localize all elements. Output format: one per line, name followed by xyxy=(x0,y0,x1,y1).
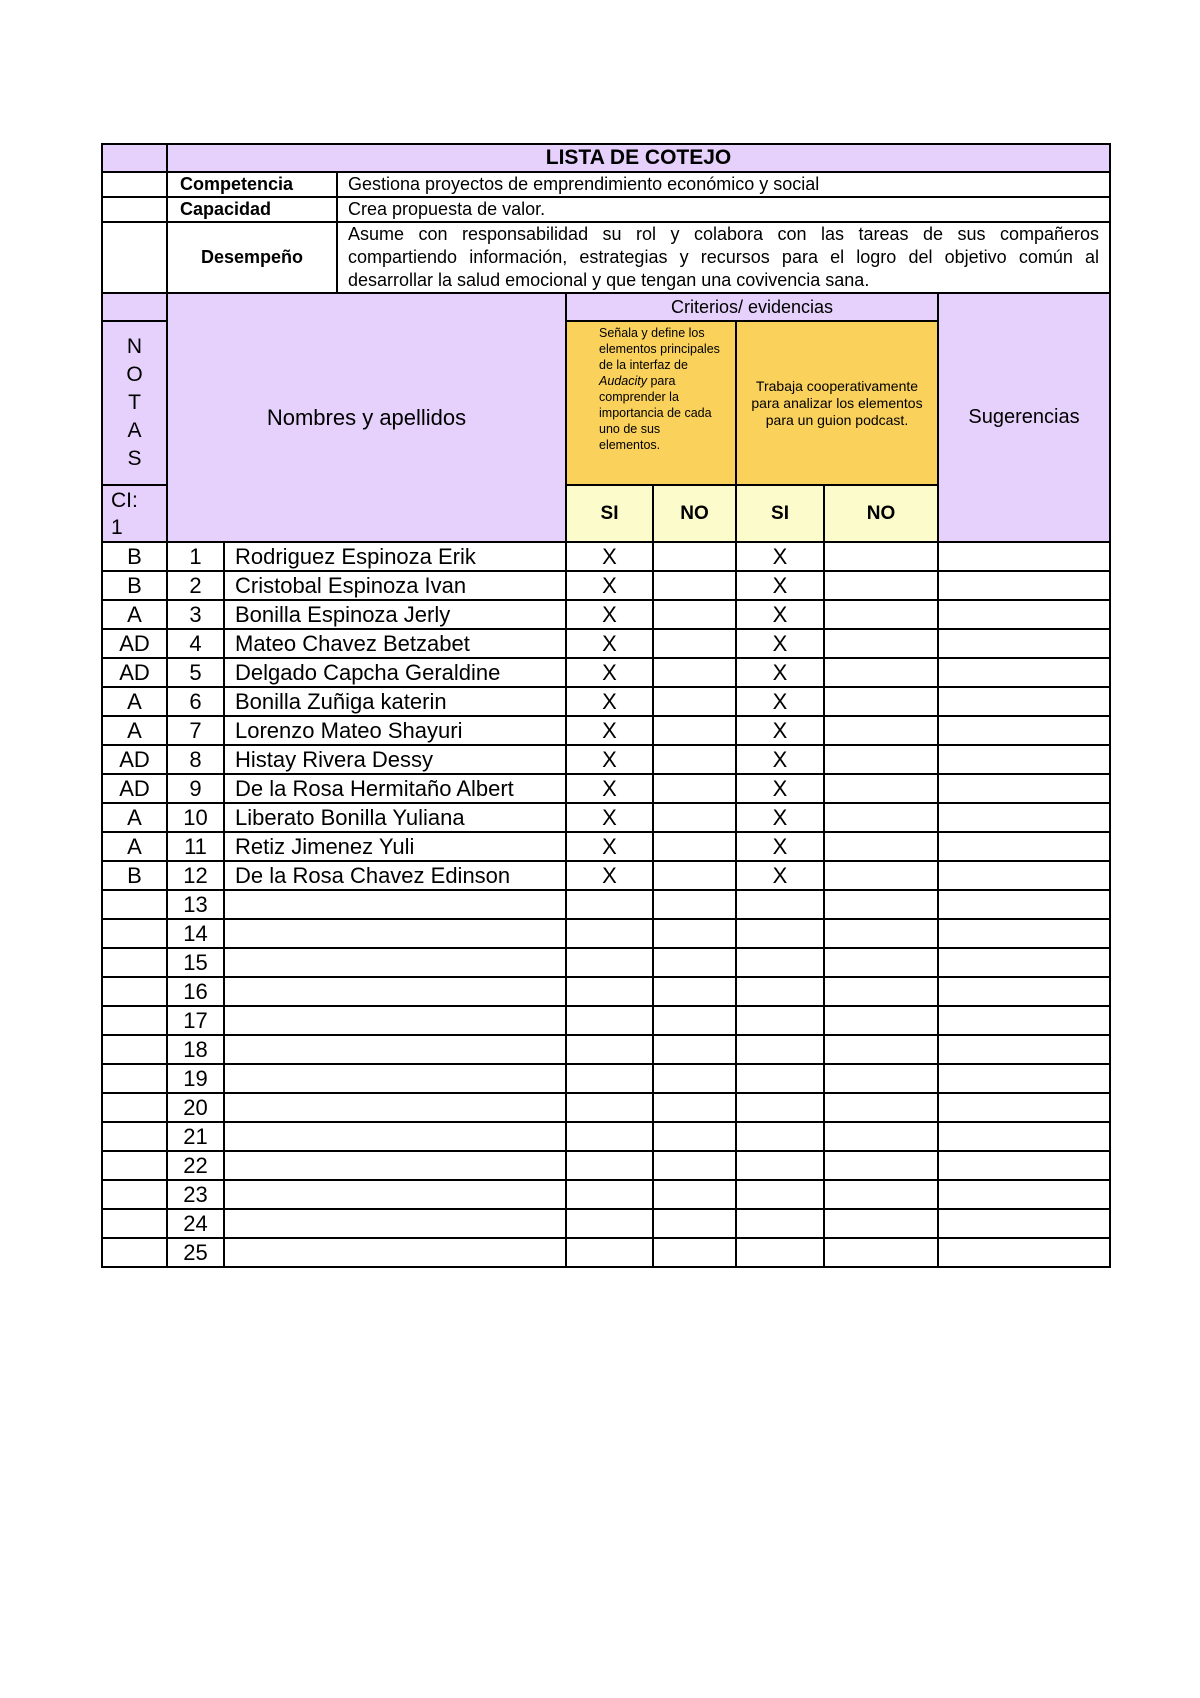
notas-letter: S xyxy=(127,447,142,470)
row-number: 17 xyxy=(167,1006,224,1035)
student-row xyxy=(102,919,1110,948)
grade-cell: AD xyxy=(102,745,167,774)
c1-si-cell xyxy=(566,1093,653,1122)
row-number: 21 xyxy=(167,1122,224,1151)
c1-no-cell xyxy=(653,600,736,629)
student-name xyxy=(224,1151,566,1180)
grade-cell xyxy=(102,948,167,977)
row-number: 8 xyxy=(167,745,224,774)
c2-no-cell xyxy=(824,861,938,890)
c1-no-cell xyxy=(653,658,736,687)
c2-si-cell xyxy=(736,890,824,919)
c1-si-cell: X xyxy=(566,803,653,832)
c2-no-cell xyxy=(824,1209,938,1238)
student-name: Bonilla Espinoza Jerly xyxy=(224,600,566,629)
c1-no-cell xyxy=(653,948,736,977)
student-row xyxy=(102,658,1110,687)
student-row xyxy=(102,1064,1110,1093)
student-name: Cristobal Espinoza Ivan xyxy=(224,571,566,600)
sugerencia-cell xyxy=(938,629,1110,658)
sugerencia-cell xyxy=(938,948,1110,977)
notas-letter: N xyxy=(126,335,143,358)
row-number: 22 xyxy=(167,1151,224,1180)
student-row xyxy=(102,948,1110,977)
c2-no-cell xyxy=(824,1151,938,1180)
c1-no-cell xyxy=(653,977,736,1006)
sugerencia-cell xyxy=(938,658,1110,687)
c2-si-cell xyxy=(736,1006,824,1035)
sugerencia-cell xyxy=(938,1006,1110,1035)
c1-no-cell xyxy=(653,890,736,919)
student-name xyxy=(224,1209,566,1238)
c1-si-cell: X xyxy=(566,542,653,571)
c2-no-cell xyxy=(824,832,938,861)
c1-si-cell: X xyxy=(566,716,653,745)
grade-cell: A xyxy=(102,832,167,861)
c1-si-cell: X xyxy=(566,832,653,861)
student-name: Retiz Jimenez Yuli xyxy=(224,832,566,861)
capacidad-value: Crea propuesta de valor. xyxy=(337,197,1110,222)
row-number: 5 xyxy=(167,658,224,687)
c1-si-cell xyxy=(566,1064,653,1093)
sugerencia-cell xyxy=(938,803,1110,832)
grade-cell xyxy=(102,1122,167,1151)
student-name xyxy=(224,1035,566,1064)
c1-no-cell xyxy=(653,1006,736,1035)
c2-no-cell xyxy=(824,571,938,600)
c2-si-cell xyxy=(736,1122,824,1151)
ci-value: 1 xyxy=(111,515,123,539)
c1-no-cell xyxy=(653,1122,736,1151)
c2-si-cell xyxy=(736,1093,824,1122)
student-row xyxy=(102,1180,1110,1209)
criterio-1-audacity: Audacity xyxy=(599,374,647,388)
c2-no-cell xyxy=(824,658,938,687)
notas-letter: A xyxy=(127,419,142,442)
c2-si-cell xyxy=(736,1238,824,1267)
sugerencia-cell xyxy=(938,1093,1110,1122)
c2-no-cell xyxy=(824,1093,938,1122)
c1-si-cell xyxy=(566,977,653,1006)
student-name: Rodriguez Espinoza Erik xyxy=(224,542,566,571)
c1-no-cell xyxy=(653,629,736,658)
row-number: 3 xyxy=(167,600,224,629)
grade-cell xyxy=(102,1035,167,1064)
c2-si-cell xyxy=(736,919,824,948)
c1-no-cell xyxy=(653,803,736,832)
row-number: 25 xyxy=(167,1238,224,1267)
sugerencia-cell xyxy=(938,716,1110,745)
grade-cell xyxy=(102,1180,167,1209)
c2-si-header: SI xyxy=(736,485,824,542)
student-row xyxy=(102,774,1110,803)
student-name: Histay Rivera Dessy xyxy=(224,745,566,774)
grade-cell: A xyxy=(102,803,167,832)
grade-cell: B xyxy=(102,542,167,571)
student-name xyxy=(224,1093,566,1122)
c2-no-cell xyxy=(824,1122,938,1151)
c2-si-cell: X xyxy=(736,600,824,629)
sugerencia-cell xyxy=(938,1064,1110,1093)
grade-cell xyxy=(102,1093,167,1122)
c2-no-cell xyxy=(824,542,938,571)
c2-no-cell xyxy=(824,1035,938,1064)
c2-no-cell xyxy=(824,977,938,1006)
c2-no-cell xyxy=(824,774,938,803)
c2-si-cell: X xyxy=(736,629,824,658)
c2-si-cell xyxy=(736,1180,824,1209)
sugerencia-cell xyxy=(938,745,1110,774)
c1-si-cell xyxy=(566,890,653,919)
student-name xyxy=(224,1238,566,1267)
row-number: 10 xyxy=(167,803,224,832)
student-name: De la Rosa Hermitaño Albert xyxy=(224,774,566,803)
competencia-value: Gestiona proyectos de emprendimiento económico y social xyxy=(337,172,1110,197)
c1-si-cell: X xyxy=(566,861,653,890)
c1-si-cell: X xyxy=(566,600,653,629)
row-number: 15 xyxy=(167,948,224,977)
sugerencia-cell xyxy=(938,1209,1110,1238)
c2-si-cell: X xyxy=(736,542,824,571)
checklist-sheet xyxy=(101,143,1109,1268)
grade-cell: AD xyxy=(102,774,167,803)
grade-cell xyxy=(102,1006,167,1035)
c1-si-cell xyxy=(566,1122,653,1151)
c2-si-cell: X xyxy=(736,571,824,600)
c2-si-cell xyxy=(736,1151,824,1180)
c1-no-cell xyxy=(653,774,736,803)
ci-label: CI: xyxy=(111,488,138,512)
student-row xyxy=(102,977,1110,1006)
student-row xyxy=(102,1151,1110,1180)
student-row xyxy=(102,1035,1110,1064)
sugerencia-cell xyxy=(938,1122,1110,1151)
c1-si-cell xyxy=(566,1151,653,1180)
c2-si-cell: X xyxy=(736,832,824,861)
row-number: 20 xyxy=(167,1093,224,1122)
student-row xyxy=(102,1122,1110,1151)
student-name xyxy=(224,1122,566,1151)
notas-top-cell xyxy=(102,293,167,321)
criterio-1-header xyxy=(566,321,736,485)
student-name: Bonilla Zuñiga katerin xyxy=(224,687,566,716)
c1-no-cell xyxy=(653,745,736,774)
student-name xyxy=(224,977,566,1006)
student-row xyxy=(102,687,1110,716)
row-number: 6 xyxy=(167,687,224,716)
c2-no-cell xyxy=(824,745,938,774)
grade-cell: AD xyxy=(102,629,167,658)
student-row xyxy=(102,629,1110,658)
c2-no-cell xyxy=(824,687,938,716)
student-row xyxy=(102,890,1110,919)
c1-no-cell xyxy=(653,1064,736,1093)
student-row xyxy=(102,1006,1110,1035)
row-number: 24 xyxy=(167,1209,224,1238)
grade-cell xyxy=(102,1064,167,1093)
row-number: 1 xyxy=(167,542,224,571)
student-name: Delgado Capcha Geraldine xyxy=(224,658,566,687)
sugerencia-cell xyxy=(938,687,1110,716)
sugerencia-cell xyxy=(938,1238,1110,1267)
c1-si-cell xyxy=(566,1006,653,1035)
c1-no-cell xyxy=(653,1209,736,1238)
row-number: 11 xyxy=(167,832,224,861)
student-row xyxy=(102,1209,1110,1238)
row-number: 7 xyxy=(167,716,224,745)
c1-si-cell xyxy=(566,1209,653,1238)
grade-cell xyxy=(102,1151,167,1180)
row-number: 18 xyxy=(167,1035,224,1064)
c1-no-cell xyxy=(653,919,736,948)
c1-no-cell xyxy=(653,1093,736,1122)
c1-no-cell xyxy=(653,1151,736,1180)
sugerencia-cell xyxy=(938,977,1110,1006)
competencia-label: Competencia xyxy=(167,172,337,197)
c1-no-cell xyxy=(653,832,736,861)
student-name xyxy=(224,890,566,919)
grade-cell xyxy=(102,1238,167,1267)
desempeno-label: Desempeño xyxy=(167,222,337,293)
student-row xyxy=(102,832,1110,861)
student-name xyxy=(224,919,566,948)
c1-si-cell: X xyxy=(566,774,653,803)
student-name: Liberato Bonilla Yuliana xyxy=(224,803,566,832)
c1-si-cell: X xyxy=(566,629,653,658)
c2-no-cell xyxy=(824,890,938,919)
checklist-table xyxy=(101,143,1111,1268)
student-name xyxy=(224,1006,566,1035)
sugerencias-header: Sugerencias xyxy=(938,293,1110,542)
grade-cell: A xyxy=(102,600,167,629)
c2-si-cell: X xyxy=(736,687,824,716)
sugerencia-cell xyxy=(938,1151,1110,1180)
grade-cell: A xyxy=(102,716,167,745)
grade-cell: A xyxy=(102,687,167,716)
corner-cell xyxy=(102,144,167,172)
c1-no-cell xyxy=(653,687,736,716)
row-number: 23 xyxy=(167,1180,224,1209)
c1-si-cell xyxy=(566,919,653,948)
c1-si-header: SI xyxy=(566,485,653,542)
c1-no-cell xyxy=(653,1035,736,1064)
c2-si-cell: X xyxy=(736,861,824,890)
criterios-header: Criterios/ evidencias xyxy=(566,293,938,321)
c2-no-cell xyxy=(824,1006,938,1035)
c1-no-cell xyxy=(653,716,736,745)
sugerencia-cell xyxy=(938,890,1110,919)
criterio-2-header: Trabaja cooperativamente para analizar los elementos para un guion podcast. xyxy=(736,321,938,485)
c1-si-cell: X xyxy=(566,658,653,687)
grade-cell xyxy=(102,1209,167,1238)
c2-no-cell xyxy=(824,1064,938,1093)
criterio-1-text-end: para comprender la importancia de cada uno de sus elementos. xyxy=(599,374,712,452)
c2-no-cell xyxy=(824,716,938,745)
c2-no-cell xyxy=(824,948,938,977)
row-number: 14 xyxy=(167,919,224,948)
row-number: 2 xyxy=(167,571,224,600)
page-title: LISTA DE COTEJO xyxy=(167,144,1110,172)
student-row xyxy=(102,542,1110,571)
c2-no-cell xyxy=(824,600,938,629)
c1-si-cell xyxy=(566,948,653,977)
c2-si-cell: X xyxy=(736,658,824,687)
student-row xyxy=(102,600,1110,629)
grade-cell: B xyxy=(102,571,167,600)
ci-cell xyxy=(102,485,167,542)
row-number: 12 xyxy=(167,861,224,890)
c2-si-cell xyxy=(736,948,824,977)
notas-header xyxy=(102,321,167,485)
c2-si-cell xyxy=(736,977,824,1006)
student-name: Lorenzo Mateo Shayuri xyxy=(224,716,566,745)
capacidad-label: Capacidad xyxy=(167,197,337,222)
c1-no-cell xyxy=(653,571,736,600)
c1-si-cell xyxy=(566,1035,653,1064)
grade-cell xyxy=(102,890,167,919)
c1-si-cell xyxy=(566,1180,653,1209)
sugerencia-cell xyxy=(938,861,1110,890)
student-row xyxy=(102,803,1110,832)
c2-si-cell xyxy=(736,1209,824,1238)
c1-no-header: NO xyxy=(653,485,736,542)
sugerencia-cell xyxy=(938,542,1110,571)
c1-si-cell: X xyxy=(566,687,653,716)
c2-si-cell: X xyxy=(736,745,824,774)
row-number: 13 xyxy=(167,890,224,919)
student-name xyxy=(224,1064,566,1093)
c1-si-cell: X xyxy=(566,745,653,774)
sugerencia-cell xyxy=(938,600,1110,629)
blank-cell xyxy=(102,172,167,197)
c2-no-cell xyxy=(824,1180,938,1209)
c2-si-cell xyxy=(736,1035,824,1064)
blank-cell xyxy=(102,197,167,222)
student-row xyxy=(102,1093,1110,1122)
sugerencia-cell xyxy=(938,571,1110,600)
c2-no-cell xyxy=(824,919,938,948)
student-row xyxy=(102,571,1110,600)
student-row xyxy=(102,861,1110,890)
sugerencia-cell xyxy=(938,919,1110,948)
c2-si-cell: X xyxy=(736,774,824,803)
c2-no-cell xyxy=(824,629,938,658)
grade-cell: AD xyxy=(102,658,167,687)
grade-cell xyxy=(102,919,167,948)
c1-si-cell xyxy=(566,1238,653,1267)
c1-no-cell xyxy=(653,1238,736,1267)
c1-no-cell xyxy=(653,861,736,890)
student-name xyxy=(224,948,566,977)
student-row xyxy=(102,1238,1110,1267)
row-number: 4 xyxy=(167,629,224,658)
grade-cell: B xyxy=(102,861,167,890)
student-row xyxy=(102,745,1110,774)
desempeno-value: Asume con responsabilidad su rol y colabora con las tareas de sus compañeros compartiendo información, estrategias y recursos para el logro del objetivo común al desarrollar la salud emocional y que tengan una covivencia sana. xyxy=(337,222,1110,293)
row-number: 16 xyxy=(167,977,224,1006)
c2-si-cell: X xyxy=(736,803,824,832)
student-name: Mateo Chavez Betzabet xyxy=(224,629,566,658)
sugerencia-cell xyxy=(938,832,1110,861)
criterio-1-text: Señala y define los elementos principales de la interfaz de xyxy=(599,326,720,372)
c2-si-cell xyxy=(736,1064,824,1093)
student-name: De la Rosa Chavez Edinson xyxy=(224,861,566,890)
c2-no-header: NO xyxy=(824,485,938,542)
student-name xyxy=(224,1180,566,1209)
student-row xyxy=(102,716,1110,745)
c2-no-cell xyxy=(824,1238,938,1267)
c2-no-cell xyxy=(824,803,938,832)
notas-letter: T xyxy=(128,391,141,414)
row-number: 19 xyxy=(167,1064,224,1093)
c1-si-cell: X xyxy=(566,571,653,600)
c1-no-cell xyxy=(653,1180,736,1209)
grade-cell xyxy=(102,977,167,1006)
nombres-header: Nombres y apellidos xyxy=(167,293,566,542)
sugerencia-cell xyxy=(938,774,1110,803)
notas-letter: O xyxy=(126,363,143,386)
row-number: 9 xyxy=(167,774,224,803)
sugerencia-cell xyxy=(938,1180,1110,1209)
c1-no-cell xyxy=(653,542,736,571)
sugerencia-cell xyxy=(938,1035,1110,1064)
blank-cell xyxy=(102,222,167,293)
c2-si-cell: X xyxy=(736,716,824,745)
